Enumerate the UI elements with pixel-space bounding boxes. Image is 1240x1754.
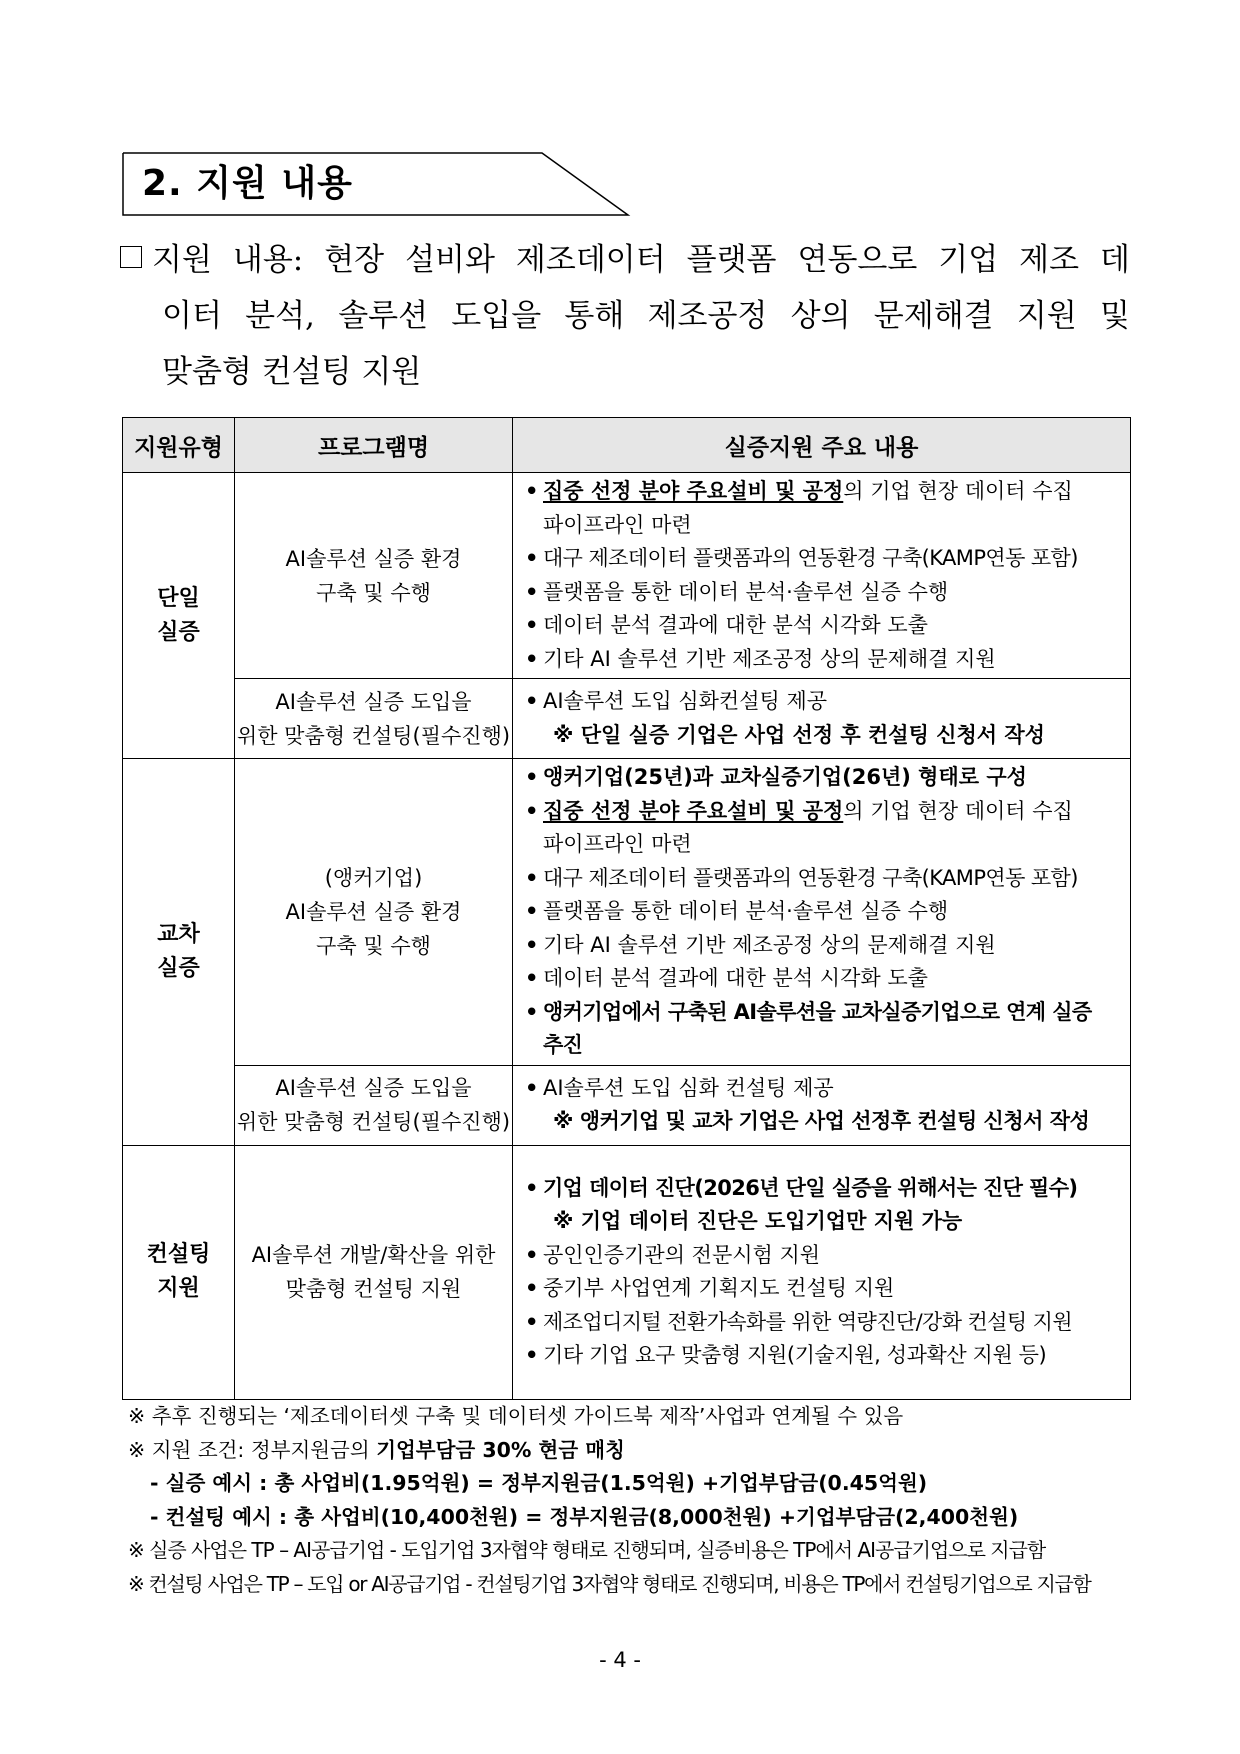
list-item: • 앵커기업에서 구축된 AI솔루션을 교차실증기업으로 연계 실증 추진 bbox=[523, 996, 1120, 1063]
section-title: 2. 지원 내용 bbox=[142, 163, 353, 204]
note-item: ※ 기업 데이터 진단은 도입기업만 지원 가능 bbox=[553, 1209, 963, 1233]
footnote: ※ 추후 진행되는 ‘제조데이터셋 구축 및 데이터셋 가이드북 제작’사업과 연계될 수 있음 bbox=[128, 1404, 904, 1428]
list-item: • 대구 제조데이터 플랫폼과의 연동환경 구축(KAMP연동 포함) bbox=[523, 542, 1120, 576]
content-cross-build bbox=[513, 759, 1131, 1066]
list-item: • 중기부 사업연계 기획지도 컨설팅 지원 bbox=[523, 1272, 1120, 1306]
list-item: • 기업 데이터 진단(2026년 단일 실증을 위해서는 진단 필수) bbox=[523, 1172, 1120, 1206]
footnote: ※ 지원 조건: 정부지원금의 기업부담금 30% 현금 매칭 bbox=[128, 1437, 625, 1462]
header-type: 지원유형 bbox=[123, 418, 235, 473]
list-item: • 집중 선정 분야 주요설비 및 공정의 기업 현장 데이터 수집 파이프라인 마련 bbox=[523, 475, 1120, 542]
header-content: 실증지원 주요 내용 bbox=[513, 418, 1131, 473]
program-single-consult: AI솔루션 실증 도입을 위한 맞춤형 컨설팅(필수진행) bbox=[235, 679, 513, 759]
table-header-row bbox=[123, 418, 1131, 473]
list-item: • 기타 AI 솔루션 기반 제조공정 상의 문제해결 지원 bbox=[523, 643, 1120, 677]
intro-line-2: 이터 분석, 솔루션 도입을 통해 제조공정 상의 문제해결 지원 및 bbox=[162, 298, 1130, 334]
intro-line-1: 지원 내용: 현장 설비와 제조데이터 플랫폼 연동으로 기업 제조 데 bbox=[120, 232, 1130, 288]
footnote-example: - 실증 예시 : 총 사업비(1.95억원) = 정부지원금(1.5억원) +기업부담금(0.45억원) bbox=[150, 1471, 928, 1495]
content-cross-consult bbox=[513, 1065, 1131, 1145]
header-program: 프로그램명 bbox=[235, 418, 513, 473]
intro-line-3: 맞춤형 컨설팅 지원 bbox=[162, 354, 422, 390]
list-item: • 플랫폼을 통한 데이터 분석·솔루션 실증 수행 bbox=[523, 576, 1120, 610]
footnote-example: - 컨설팅 예시 : 총 사업비(10,400천원) = 정부지원금(8,000천원) +기업부담금(2,400천원) bbox=[150, 1504, 1019, 1529]
table-row bbox=[123, 1065, 1131, 1145]
note-item: ※ 앵커기업 및 교차 기업은 사업 선정후 컨설팅 신청서 작성 bbox=[553, 1109, 1090, 1133]
program-cross-build: (앵커기업) AI솔루션 실증 환경 구축 및 수행 bbox=[235, 759, 513, 1066]
list-item: • 데이터 분석 결과에 대한 분석 시각화 도출 bbox=[523, 609, 1120, 643]
list-item: • 플랫폼을 통한 데이터 분석·솔루션 실증 수행 bbox=[523, 895, 1120, 929]
content-consult bbox=[513, 1145, 1131, 1399]
program-consult: AI솔루션 개발/확산을 위한 맞춤형 컨설팅 지원 bbox=[235, 1145, 513, 1399]
list-item: • 앵커기업(25년)과 교차실증기업(26년) 형태로 구성 bbox=[523, 761, 1120, 795]
program-single-build: AI솔루션 실증 환경 구축 및 수행 bbox=[235, 473, 513, 679]
list-item: • AI솔루션 도입 심화컨설팅 제공 bbox=[523, 685, 1120, 719]
list-item: • 대구 제조데이터 플랫폼과의 연동환경 구축(KAMP연동 포함) bbox=[523, 862, 1120, 896]
list-item: • AI솔루션 도입 심화 컨설팅 제공 bbox=[523, 1072, 1120, 1106]
table-row bbox=[123, 759, 1131, 1066]
content-single-consult bbox=[513, 679, 1131, 759]
table-row bbox=[123, 1145, 1131, 1399]
list-item: • 기타 AI 솔루션 기반 제조공정 상의 문제해결 지원 bbox=[523, 929, 1120, 963]
page-number: - 4 - bbox=[599, 1648, 641, 1672]
intro-paragraph bbox=[120, 232, 1130, 400]
type-single: 단일 실증 bbox=[123, 473, 235, 759]
content-single-build bbox=[513, 473, 1131, 679]
list-item: • 데이터 분석 결과에 대한 분석 시각화 도출 bbox=[523, 962, 1120, 996]
list-item: • 공인인증기관의 전문시험 지원 bbox=[523, 1239, 1120, 1273]
table-row bbox=[123, 473, 1131, 679]
type-cross: 교차 실증 bbox=[123, 759, 235, 1146]
section-heading bbox=[122, 152, 634, 217]
list-item: • 기타 기업 요구 맞춤형 지원(기술지원, 성과확산 지원 등) bbox=[523, 1339, 1120, 1373]
table-row bbox=[123, 679, 1131, 759]
footnote: ※ 컨설팅 사업은 TP – 도입 or AI공급기업 - 컨설팅기업 3자협약 형태로 진행되며, 비용은 TP에서 컨설팅기업으로 지급함 bbox=[128, 1571, 1091, 1596]
note-item: ※ 단일 실증 기업은 사업 선정 후 컨설팅 신청서 작성 bbox=[553, 722, 1045, 747]
footnote: ※ 실증 사업은 TP – AI공급기업 - 도입기업 3자협약 형태로 진행되며, 실증비용은 TP에서 AI공급기업으로 지급함 bbox=[128, 1538, 1046, 1562]
list-item: • 제조업디지털 전환가속화를 위한 역량진단/강화 컨설팅 지원 bbox=[523, 1306, 1120, 1340]
program-cross-consult: AI솔루션 실증 도입을 위한 맞춤형 컨설팅(필수진행) bbox=[235, 1065, 513, 1145]
list-item: • 집중 선정 분야 주요설비 및 공정의 기업 현장 데이터 수집 파이프라인 마련 bbox=[523, 795, 1120, 862]
type-consult: 컨설팅 지원 bbox=[123, 1145, 235, 1399]
footnotes bbox=[128, 1400, 1138, 1601]
checkbox-square-icon bbox=[120, 246, 142, 268]
support-table bbox=[122, 417, 1131, 1400]
